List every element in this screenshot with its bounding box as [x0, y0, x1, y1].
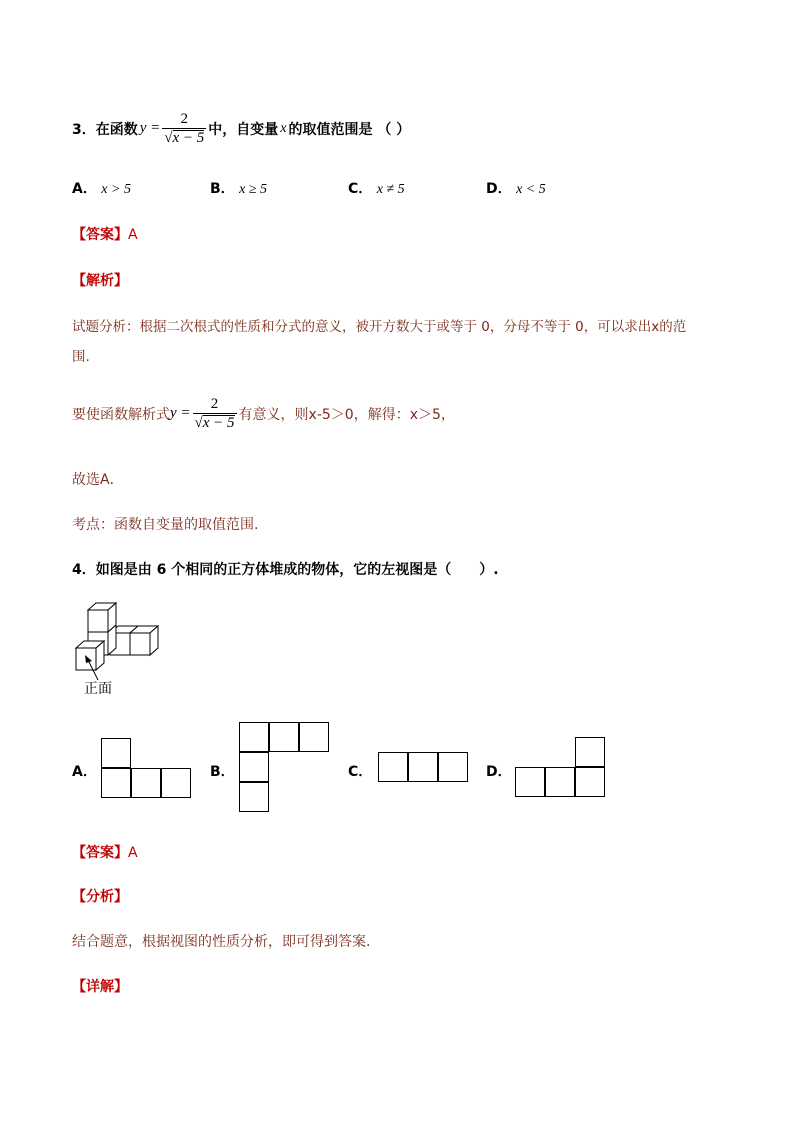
cell [239, 752, 269, 782]
q3-option-c[interactable]: C． x ≠ 5 [348, 181, 405, 197]
q4-option-b-label[interactable]: B． [210, 764, 235, 780]
q3-solve-fraction: $\frac{2}{√x - 5}$ [194, 396, 235, 431]
q3-stem [72, 110, 410, 147]
cell [161, 768, 191, 798]
q4-stem [72, 559, 499, 579]
cell [515, 767, 545, 797]
q3-formula-lhs: y = [139, 120, 161, 136]
q4-analysis-text: 结合题意，根据视图的性质分析，即可得到答案. [72, 934, 371, 950]
q3-text-mid: 中，自变量 [208, 121, 279, 138]
cube-top [88, 603, 116, 632]
q4-answer-tag: 【答案】 [72, 845, 128, 861]
q3-answer [72, 224, 138, 244]
q4-option-a-figure[interactable] [101, 738, 193, 800]
q3-solve-pre: 要使函数解析式 [72, 406, 170, 423]
q3-solve-post: 有意义，则x-5＞0，解得：x＞5， [238, 406, 455, 423]
q3-formula-num: 2 [180, 111, 189, 127]
cell [131, 768, 161, 798]
q3-solve-num: 2 [210, 396, 219, 412]
q3-solve-lhs: y = [170, 405, 191, 421]
q3-kaodian: 考点：函数自变量的取值范围. [72, 517, 259, 533]
q3-analysis-line1: 试题分析：根据二次根式的性质和分式的意义，被开方数大于或等于 0，分母不等于 0，可以求出x的范 [72, 319, 687, 335]
q4-text: 如图是由 6 个相同的正方体堆成的物体，它的左视图是（ ）. [95, 562, 499, 578]
q3-analysis-tag: 【解析】 [72, 273, 128, 289]
q3-var: x [280, 120, 287, 136]
q3-number: 3． [72, 121, 96, 138]
q3-text-post: 的取值范围是 （ ） [288, 121, 411, 138]
q4-number: 4． [72, 562, 96, 578]
q3-text-pre: 在函数 [95, 121, 138, 138]
q3-option-b[interactable]: B． x ≥ 5 [210, 181, 268, 197]
q4-option-c-label[interactable]: C． [348, 764, 373, 780]
cube-front [76, 641, 104, 670]
cell [378, 752, 408, 782]
cell [239, 722, 269, 752]
q3-answer-value: A [128, 227, 138, 243]
q4-analysis-tag: 【分析】 [72, 889, 128, 905]
q3-option-d[interactable]: D． x < 5 [486, 181, 546, 197]
q4-option-d-label[interactable]: D． [486, 764, 512, 780]
q3-option-a[interactable]: A． x > 5 [72, 181, 131, 197]
cell [408, 752, 438, 782]
q4-answer [72, 842, 138, 862]
q3-analysis-line2: 围. [72, 349, 90, 365]
cell [438, 752, 468, 782]
cell [239, 782, 269, 812]
q4-front-label: 正面 [84, 681, 112, 697]
cube-right-2 [130, 626, 158, 655]
q4-detail-tag: 【详解】 [72, 979, 128, 995]
q3-formula-den: x − 5 [172, 130, 205, 146]
cell [575, 737, 605, 767]
q3-formula-fraction: $\frac{2}{√x - 5}$ [164, 111, 205, 146]
q4-option-d-figure[interactable] [515, 737, 607, 799]
q4-answer-value: A [128, 845, 138, 861]
cell [575, 767, 605, 797]
q3-answer-tag: 【答案】 [72, 227, 128, 243]
cell [269, 722, 299, 752]
cell [101, 738, 131, 768]
q4-option-c-figure[interactable] [378, 752, 470, 784]
cell [101, 768, 131, 798]
q4-option-a-label[interactable]: A． [72, 764, 97, 780]
q4-option-b-figure[interactable] [239, 722, 331, 815]
cell [545, 767, 575, 797]
q3-conclusion: 故选A． [72, 472, 124, 488]
cell [299, 722, 329, 752]
q3-solve-line [72, 395, 455, 432]
q3-solve-den: x − 5 [202, 415, 235, 431]
